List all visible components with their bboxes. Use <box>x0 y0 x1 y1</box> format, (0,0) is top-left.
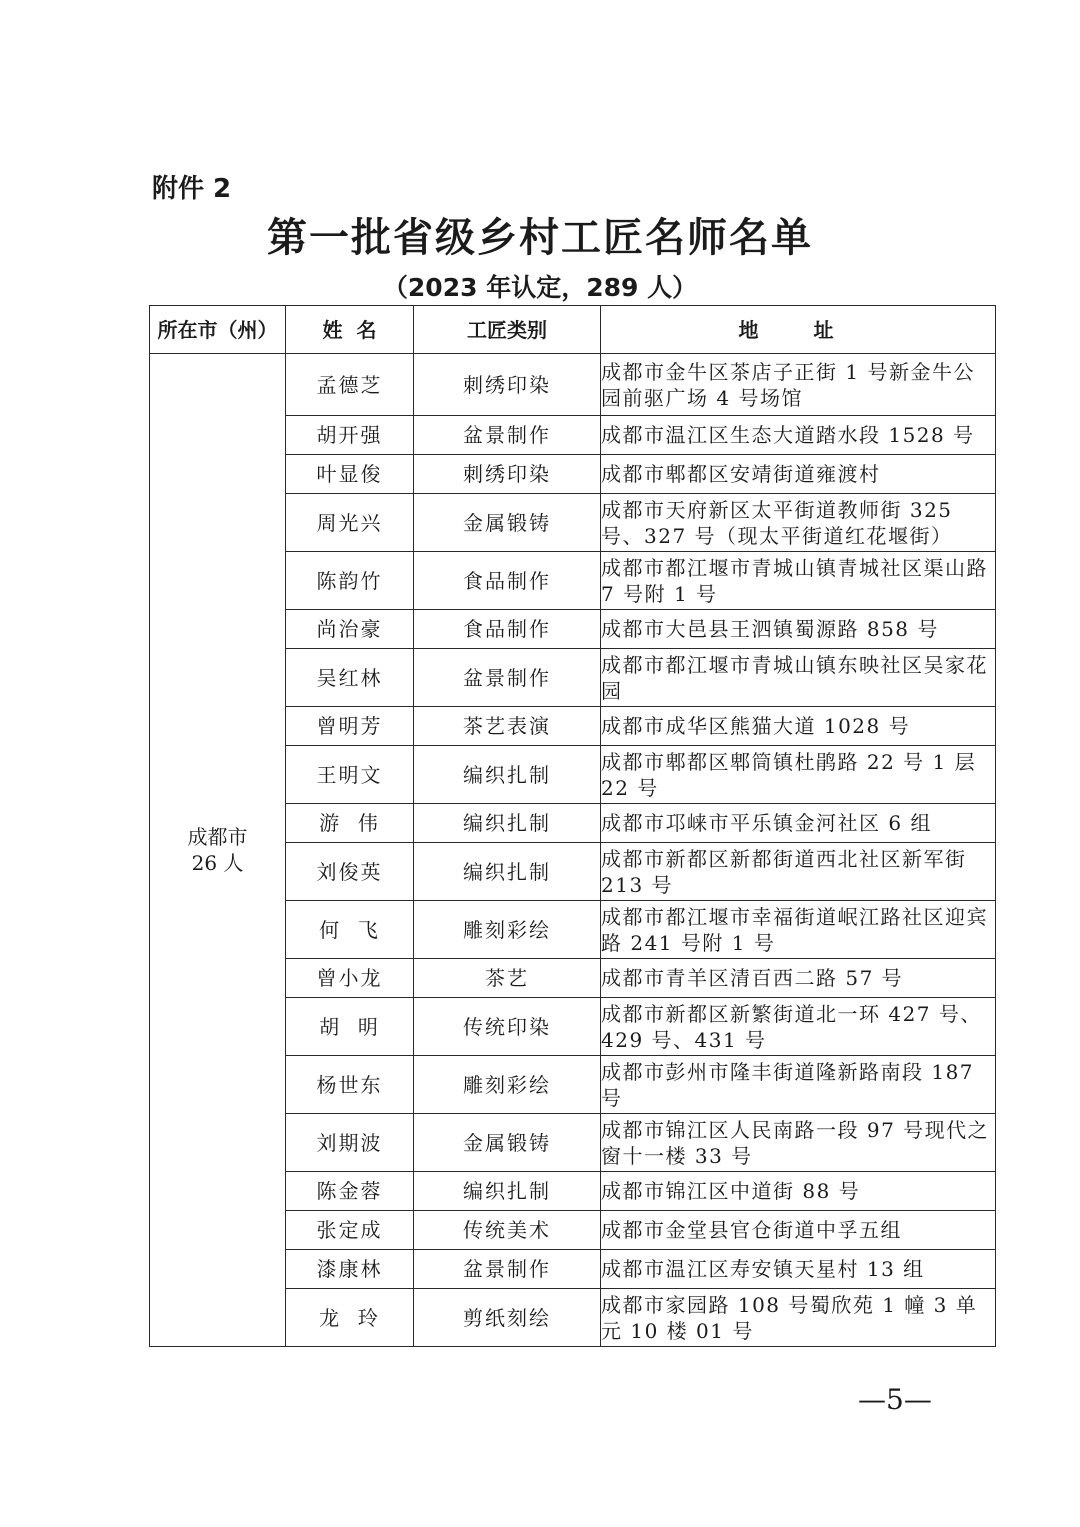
header-city: 所在市（州） <box>150 306 286 354</box>
name-cell: 何 飞 <box>286 901 414 959</box>
name-cell: 曾小龙 <box>286 959 414 998</box>
name-cell: 漆康林 <box>286 1250 414 1289</box>
address-cell: 成都市郫都区安靖街道雍渡村 <box>601 455 996 494</box>
address-cell: 成都市郫都区郫筒镇杜鹃路 22 号 1 层 22 号 <box>601 746 996 804</box>
category-cell: 食品制作 <box>414 552 601 610</box>
category-cell: 食品制作 <box>414 610 601 649</box>
name-cell: 杨世东 <box>286 1056 414 1114</box>
table-row <box>150 354 996 416</box>
header-row <box>150 306 996 354</box>
address-cell: 成都市锦江区人民南路一段 97 号现代之窗十一楼 33 号 <box>601 1114 996 1172</box>
attachment-label: 附件 2 <box>152 174 232 204</box>
name-cell: 胡开强 <box>286 416 414 455</box>
address-cell: 成都市温江区生态大道踏水段 1528 号 <box>601 416 996 455</box>
name-cell: 周光兴 <box>286 494 414 552</box>
address-cell: 成都市彭州市隆丰街道隆新路南段 187 号 <box>601 1056 996 1114</box>
address-cell: 成都市金牛区茶店子正街 1 号新金牛公园前驱广场 4 号场馆 <box>601 354 996 416</box>
category-cell: 盆景制作 <box>414 416 601 455</box>
city-cell <box>150 354 286 1347</box>
address-cell: 成都市青羊区清百西二路 57 号 <box>601 959 996 998</box>
category-cell: 金属锻铸 <box>414 1114 601 1172</box>
address-cell: 成都市天府新区太平街道教师街 325 号、327 号（现太平街道红花堰街） <box>601 494 996 552</box>
name-cell: 陈金蓉 <box>286 1172 414 1211</box>
name-cell: 胡 明 <box>286 998 414 1056</box>
category-cell: 金属锻铸 <box>414 494 601 552</box>
city-count: 26 人 <box>191 851 244 875</box>
header-category: 工匠类别 <box>414 306 601 354</box>
category-cell: 雕刻彩绘 <box>414 1056 601 1114</box>
category-cell: 刺绣印染 <box>414 455 601 494</box>
name-cell: 刘俊英 <box>286 843 414 901</box>
address-cell: 成都市成华区熊猫大道 1028 号 <box>601 707 996 746</box>
category-cell: 编织扎制 <box>414 1172 601 1211</box>
category-cell: 刺绣印染 <box>414 354 601 416</box>
name-cell: 曾明芳 <box>286 707 414 746</box>
city-name: 成都市 <box>187 825 248 849</box>
address-cell: 成都市家园路 108 号蜀欣苑 1 幢 3 单元 10 楼 01 号 <box>601 1289 996 1347</box>
name-cell: 陈韵竹 <box>286 552 414 610</box>
address-cell: 成都市大邑县王泗镇蜀源路 858 号 <box>601 610 996 649</box>
table-header <box>150 306 996 354</box>
category-cell: 盆景制作 <box>414 1250 601 1289</box>
page-number: —5— <box>858 1383 932 1416</box>
category-cell: 编织扎制 <box>414 746 601 804</box>
category-cell: 剪纸刻绘 <box>414 1289 601 1347</box>
address-cell: 成都市金堂县官仓街道中孚五组 <box>601 1211 996 1250</box>
name-cell: 叶显俊 <box>286 455 414 494</box>
name-cell: 王明文 <box>286 746 414 804</box>
craftsmen-table <box>149 305 996 1347</box>
name-cell: 游 伟 <box>286 804 414 843</box>
name-cell: 龙 玲 <box>286 1289 414 1347</box>
category-cell: 雕刻彩绘 <box>414 901 601 959</box>
category-cell: 茶艺表演 <box>414 707 601 746</box>
address-cell: 成都市都江堰市青城山镇青城社区渠山路 7 号附 1 号 <box>601 552 996 610</box>
category-cell: 盆景制作 <box>414 649 601 707</box>
header-address: 地 址 <box>601 306 996 354</box>
category-cell: 茶艺 <box>414 959 601 998</box>
name-cell: 张定成 <box>286 1211 414 1250</box>
address-cell: 成都市新都区新都街道西北社区新军街 213 号 <box>601 843 996 901</box>
table-body <box>150 354 996 1347</box>
header-name: 姓 名 <box>286 306 414 354</box>
name-cell: 孟德芝 <box>286 354 414 416</box>
address-cell: 成都市新都区新繁街道北一环 427 号、429 号、431 号 <box>601 998 996 1056</box>
category-cell: 编织扎制 <box>414 843 601 901</box>
name-cell: 尚治豪 <box>286 610 414 649</box>
address-cell: 成都市都江堰市幸福街道岷江路社区迎宾路 241 号附 1 号 <box>601 901 996 959</box>
category-cell: 编织扎制 <box>414 804 601 843</box>
document-subtitle: （2023 年认定，289 人） <box>382 273 698 302</box>
name-cell: 刘期波 <box>286 1114 414 1172</box>
name-cell: 吴红林 <box>286 649 414 707</box>
address-cell: 成都市锦江区中道街 88 号 <box>601 1172 996 1211</box>
category-cell: 传统印染 <box>414 998 601 1056</box>
document-title: 第一批省级乡村工匠名师名单 <box>267 215 813 261</box>
address-cell: 成都市都江堰市青城山镇东映社区吴家花园 <box>601 649 996 707</box>
address-cell: 成都市温江区寿安镇天星村 13 组 <box>601 1250 996 1289</box>
category-cell: 传统美术 <box>414 1211 601 1250</box>
address-cell: 成都市邛崃市平乐镇金河社区 6 组 <box>601 804 996 843</box>
